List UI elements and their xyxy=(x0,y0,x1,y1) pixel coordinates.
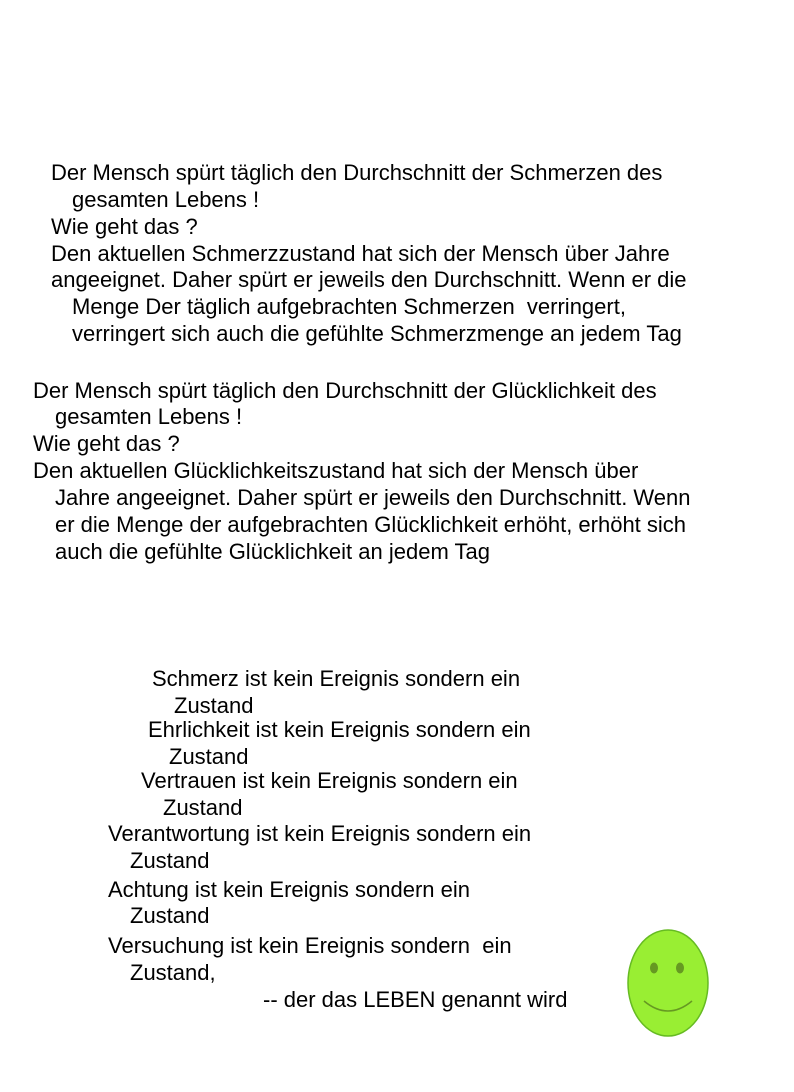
pain-line-3: Wie geht das ? xyxy=(51,214,198,239)
happiness-line-4: Den aktuellen Glücklichkeitszustand hat sich der Mensch über xyxy=(33,458,639,483)
poem-responsibility-end: Zustand xyxy=(130,848,210,873)
poem-honesty-line: Ehrlichkeit ist kein Ereignis sondern ein xyxy=(148,717,531,742)
pain-line-5: angeeignet. Daher spürt er jeweils den Durchschnitt. Wenn er die xyxy=(51,267,687,292)
poem-closing-line: -- der das LEBEN genannt wird xyxy=(263,987,568,1012)
poem-responsibility-line: Verantwortung ist kein Ereignis sondern ein xyxy=(108,821,532,846)
poem-pain-end: Zustand xyxy=(174,693,254,718)
poem-pain-line: Schmerz ist kein Ereignis sondern ein xyxy=(152,666,521,691)
smiley-face-icon xyxy=(627,929,709,1037)
happiness-line-3: Wie geht das ? xyxy=(33,431,180,456)
pain-line-4: Den aktuellen Schmerzzustand hat sich der Mensch über Jahre xyxy=(51,241,670,266)
happiness-line-5: Jahre angeeignet. Daher spürt er jeweils den Durchschnitt. Wenn xyxy=(55,485,691,510)
poem-temptation-end: Zustand, xyxy=(130,960,216,985)
pain-line-2: gesamten Lebens ! xyxy=(72,187,260,212)
poem-trust-line: Vertrauen ist kein Ereignis sondern ein xyxy=(141,768,518,793)
pain-line-1: Der Mensch spürt täglich den Durchschnitt der Schmerzen des xyxy=(51,160,663,185)
happiness-line-7: auch die gefühlte Glücklichkeit an jedem Tag xyxy=(55,539,490,564)
poem-temptation-line: Versuchung ist kein Ereignis sondern ein xyxy=(108,933,512,958)
happiness-line-2: gesamten Lebens ! xyxy=(55,404,243,429)
poem-honesty-end: Zustand xyxy=(169,744,249,769)
smiley-face xyxy=(628,930,708,1036)
poem-trust-end: Zustand xyxy=(163,795,243,820)
pain-line-7: verringert sich auch die gefühlte Schmerzmenge an jedem Tag xyxy=(72,321,682,346)
poem-respect-end: Zustand xyxy=(130,903,210,928)
happiness-line-6: er die Menge der aufgebrachten Glücklichkeit erhöht, erhöht sich xyxy=(55,512,687,537)
poem-respect-line: Achtung ist kein Ereignis sondern ein xyxy=(108,877,470,902)
happiness-line-1: Der Mensch spürt täglich den Durchschnitt der Glücklichkeit des xyxy=(33,378,657,403)
smiley-left-eye xyxy=(650,963,658,974)
smiley-right-eye xyxy=(676,963,684,974)
pain-line-6: Menge Der täglich aufgebrachten Schmerzen verringert, xyxy=(72,294,626,319)
